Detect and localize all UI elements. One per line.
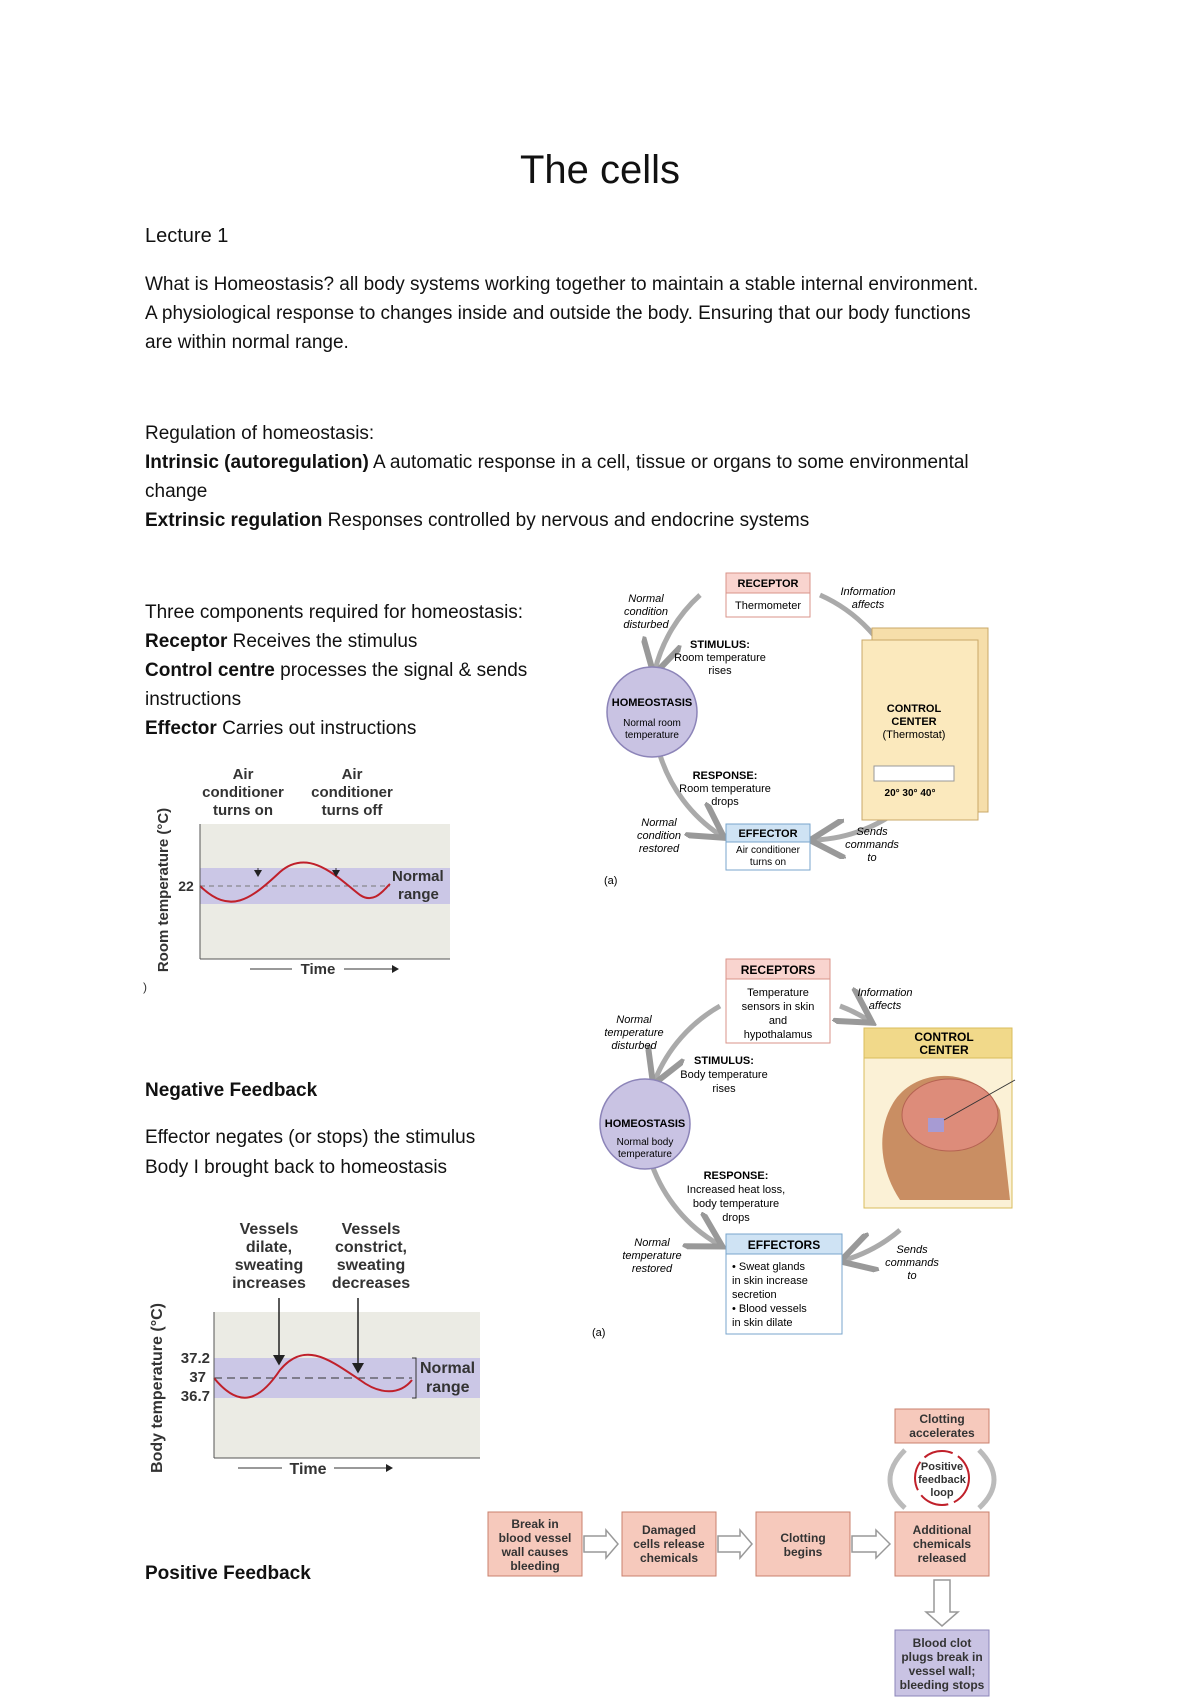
text-line: Additional (912, 1523, 972, 1537)
hypothalamus-marker (928, 1118, 944, 1132)
flow-arrow-down (926, 1580, 958, 1626)
thermostat-scale: 20° 30° 40° (884, 788, 936, 799)
receptors-label: RECEPTORS (740, 963, 816, 977)
text-line: STIMULUS: (690, 639, 750, 651)
loop-arrow-right (979, 1450, 994, 1508)
text-line: vessel wall; (908, 1664, 976, 1678)
regulation-heading: Regulation of homeostasis: (145, 423, 375, 444)
effector-text: Carries out instructions (216, 718, 417, 739)
ac-off-label (311, 766, 393, 819)
text-line: Room temperature (679, 783, 771, 795)
body-temp-graph (149, 1221, 480, 1478)
text-line: commands (885, 1257, 939, 1269)
text-line: conditioner (202, 784, 284, 801)
flow-arrow (852, 1530, 890, 1558)
cycle-arrow (840, 1006, 868, 1020)
text-line: conditioner (311, 784, 393, 801)
intrinsic-line-2: change (145, 481, 208, 502)
text-line: (Thermostat) (882, 729, 946, 741)
text-line: Sends (896, 1244, 928, 1256)
y-axis-label: Room temperature (°C) (155, 807, 172, 973)
text-line: wall causes (501, 1545, 569, 1559)
text-line: temperature (604, 1027, 664, 1039)
text-line: Break in (511, 1517, 559, 1531)
brain-icon (902, 1079, 998, 1151)
text-line: begins (783, 1545, 823, 1559)
text-line: Normal room (623, 718, 681, 729)
intro-line-2: A physiological response to changes inside and outside the body. Ensuring that our body functions (145, 303, 971, 324)
text-line: and (768, 1015, 788, 1027)
text-line: bleeding (510, 1559, 560, 1573)
text-line: affects (868, 1000, 902, 1012)
lecture-heading: Lecture 1 (145, 225, 229, 247)
text-line: Vessels (341, 1221, 401, 1238)
text-line: Body temperature (680, 1069, 768, 1081)
normal-restored (637, 817, 681, 855)
y-tick: 36.7 (180, 1388, 210, 1405)
flow-arrow (718, 1530, 752, 1558)
negative-heading: Negative Feedback (145, 1080, 318, 1101)
constrict-label (332, 1221, 410, 1292)
text-line: disturbed (611, 1040, 657, 1052)
text-line: Positive (920, 1461, 964, 1473)
text-line: CONTROL (914, 1030, 974, 1044)
text-line: disturbed (623, 619, 669, 631)
positive-heading: Positive Feedback (145, 1563, 311, 1584)
text-line: decreases (331, 1275, 411, 1292)
control-line-2: instructions (145, 689, 242, 710)
x-axis-label-body: Time (289, 1461, 327, 1478)
text-line: Air (341, 766, 363, 783)
text-line: turns on (749, 857, 787, 868)
text-line: RESPONSE: (703, 1170, 769, 1182)
text-line: • Blood vessels (732, 1303, 807, 1315)
text-line: Clotting (919, 1412, 965, 1426)
text-line: Air conditioner (736, 845, 800, 856)
room-temp-graph (143, 766, 450, 994)
y-tick: 37.2 (180, 1350, 210, 1367)
text-line: chemicals (912, 1537, 972, 1551)
text-line: drops (711, 796, 739, 808)
text-line: affects (851, 599, 885, 611)
panel-label: (a) (604, 875, 618, 887)
positive-feedback-flow (488, 1409, 994, 1696)
text-line: loop (930, 1487, 954, 1499)
range-label: range (398, 886, 439, 903)
text-line: • Sweat glands (732, 1261, 805, 1273)
text-line: hypothalamus (743, 1029, 813, 1041)
normal-temp-disturbed (604, 1014, 663, 1052)
text-line: turns off (321, 802, 383, 819)
text-line: restored (638, 843, 680, 855)
stray-mark: ) (143, 980, 147, 994)
response-text (679, 770, 771, 808)
text-line: sweating (234, 1257, 304, 1274)
text-line: rises (712, 1083, 736, 1095)
thermostat-diagram (604, 573, 988, 887)
text-line: Vessels (239, 1221, 299, 1238)
text-line: blood vessel (498, 1531, 572, 1545)
control-center-label (883, 703, 946, 741)
cycle-arrow (845, 1230, 900, 1260)
normal-temp-restored (622, 1237, 681, 1275)
normal-label-body: Normal (420, 1360, 476, 1377)
text-line: Room temperature (674, 652, 766, 664)
control-text: processes the signal & sends (274, 660, 528, 681)
text-line: Information (857, 987, 913, 999)
text-line: temperature (622, 1250, 682, 1262)
page-title: The cells (519, 148, 681, 192)
text-line: Normal (616, 1014, 652, 1026)
info-effects (840, 586, 895, 611)
homeostasis-label: HOMEOSTASIS (611, 697, 693, 709)
text-line: commands (845, 839, 899, 851)
normal-label: Normal (392, 868, 444, 885)
negative-line-2: Body I brought back to homeostasis (145, 1157, 448, 1178)
effectors-label: EFFECTORS (747, 1238, 821, 1252)
text-line: to (907, 1270, 917, 1282)
text-line: constrict, (334, 1239, 408, 1256)
flow-arrow (584, 1530, 618, 1558)
receptor-term: Receptor (145, 631, 228, 652)
text-line: plugs break in (901, 1650, 983, 1664)
effector-label: EFFECTOR (738, 828, 798, 840)
text-line: Damaged (641, 1523, 697, 1537)
receptor-text: Receives the stimulus (227, 631, 418, 652)
text-line: accelerates (909, 1426, 975, 1440)
text-line: RESPONSE: (692, 770, 758, 782)
thermostat-scale-bar (874, 766, 954, 781)
text-line: chemicals (639, 1551, 699, 1565)
text-line: Blood clot (912, 1636, 972, 1650)
text-line: Normal (628, 593, 664, 605)
control-term: Control centre (145, 660, 275, 681)
text-line: temperature (625, 730, 679, 741)
info-effects-body (857, 987, 912, 1012)
negative-line-1: Effector negates (or stops) the stimulus (145, 1127, 476, 1148)
homeostasis-circle (607, 667, 697, 757)
text-line: in skin dilate (732, 1317, 793, 1329)
text-line: CENTER (919, 1043, 969, 1057)
text-line: feedback (918, 1474, 966, 1486)
components-heading: Three components required for homeostasis: (145, 602, 524, 623)
text-line: Temperature (747, 987, 809, 999)
intro-line-1: What is Homeostasis? all body systems working together to maintain a stable internal environment. (145, 274, 979, 295)
stimulus-text (674, 639, 766, 677)
text-line: Information (840, 586, 896, 598)
text-line: Normal (634, 1237, 670, 1249)
body-stimulus (680, 1055, 767, 1095)
intro-line-3: are within normal range. (145, 332, 349, 353)
text-line: sweating (336, 1257, 406, 1274)
text-line: STIMULUS: (694, 1055, 754, 1067)
text-line: CENTER (891, 716, 937, 728)
body-response (687, 1170, 785, 1224)
text-line: sensors in skin (741, 1001, 815, 1013)
text-line: temperature (618, 1149, 672, 1160)
extrinsic-term: Extrinsic regulation (145, 510, 323, 531)
text-line: turns on (213, 802, 273, 819)
y-axis-label-body: Body temperature (°C) (149, 1303, 166, 1473)
x-axis-label: Time (300, 961, 336, 978)
text-line: condition (623, 606, 669, 618)
sends-commands-body (885, 1244, 939, 1282)
text-line: bleeding stops (899, 1678, 985, 1692)
dilate-label (232, 1221, 306, 1292)
homeostasis-label-body: HOMEOSTASIS (604, 1118, 686, 1130)
range-label-body: range (426, 1379, 470, 1396)
text-line: to (867, 852, 877, 864)
text-line: restored (631, 1263, 673, 1275)
extrinsic-text: Responses controlled by nervous and endocrine systems (322, 510, 810, 531)
text-line: rises (708, 665, 732, 677)
text-line: Normal body (616, 1137, 674, 1148)
intrinsic-text: A automatic response in a cell, tissue or organs to some environmental (368, 452, 969, 473)
text-line: secretion (732, 1289, 777, 1301)
text-line: body temperature (692, 1198, 780, 1210)
text-line: drops (722, 1212, 750, 1224)
y-tick: 37 (189, 1369, 206, 1386)
text-line: CONTROL (886, 703, 942, 715)
effector-term: Effector (145, 718, 217, 739)
receptor-label: RECEPTOR (737, 578, 799, 590)
text-line: condition (636, 830, 682, 842)
normal-disturbed (623, 593, 669, 631)
loop-arrow-left (890, 1450, 905, 1508)
text-line: Air (232, 766, 254, 783)
text-line: Clotting (780, 1531, 826, 1545)
text-line: Sends (856, 826, 888, 838)
y-tick: 22 (178, 878, 194, 894)
text-line: cells release (633, 1537, 705, 1551)
text-line: released (917, 1551, 967, 1565)
text-line: Increased heat loss, (686, 1184, 786, 1196)
text-line: in skin increase (732, 1275, 808, 1287)
thermometer-label: Thermometer (734, 600, 802, 612)
body-ticks (181, 1350, 210, 1405)
intrinsic-term: Intrinsic (autoregulation) (145, 452, 369, 473)
text-line: dilate, (245, 1239, 293, 1256)
body-temp-diagram (592, 959, 1015, 1339)
panel-label-body: (a) (592, 1327, 606, 1339)
text-line: increases (232, 1275, 306, 1292)
ac-on-label (202, 766, 284, 819)
text-line: Normal (641, 817, 677, 829)
